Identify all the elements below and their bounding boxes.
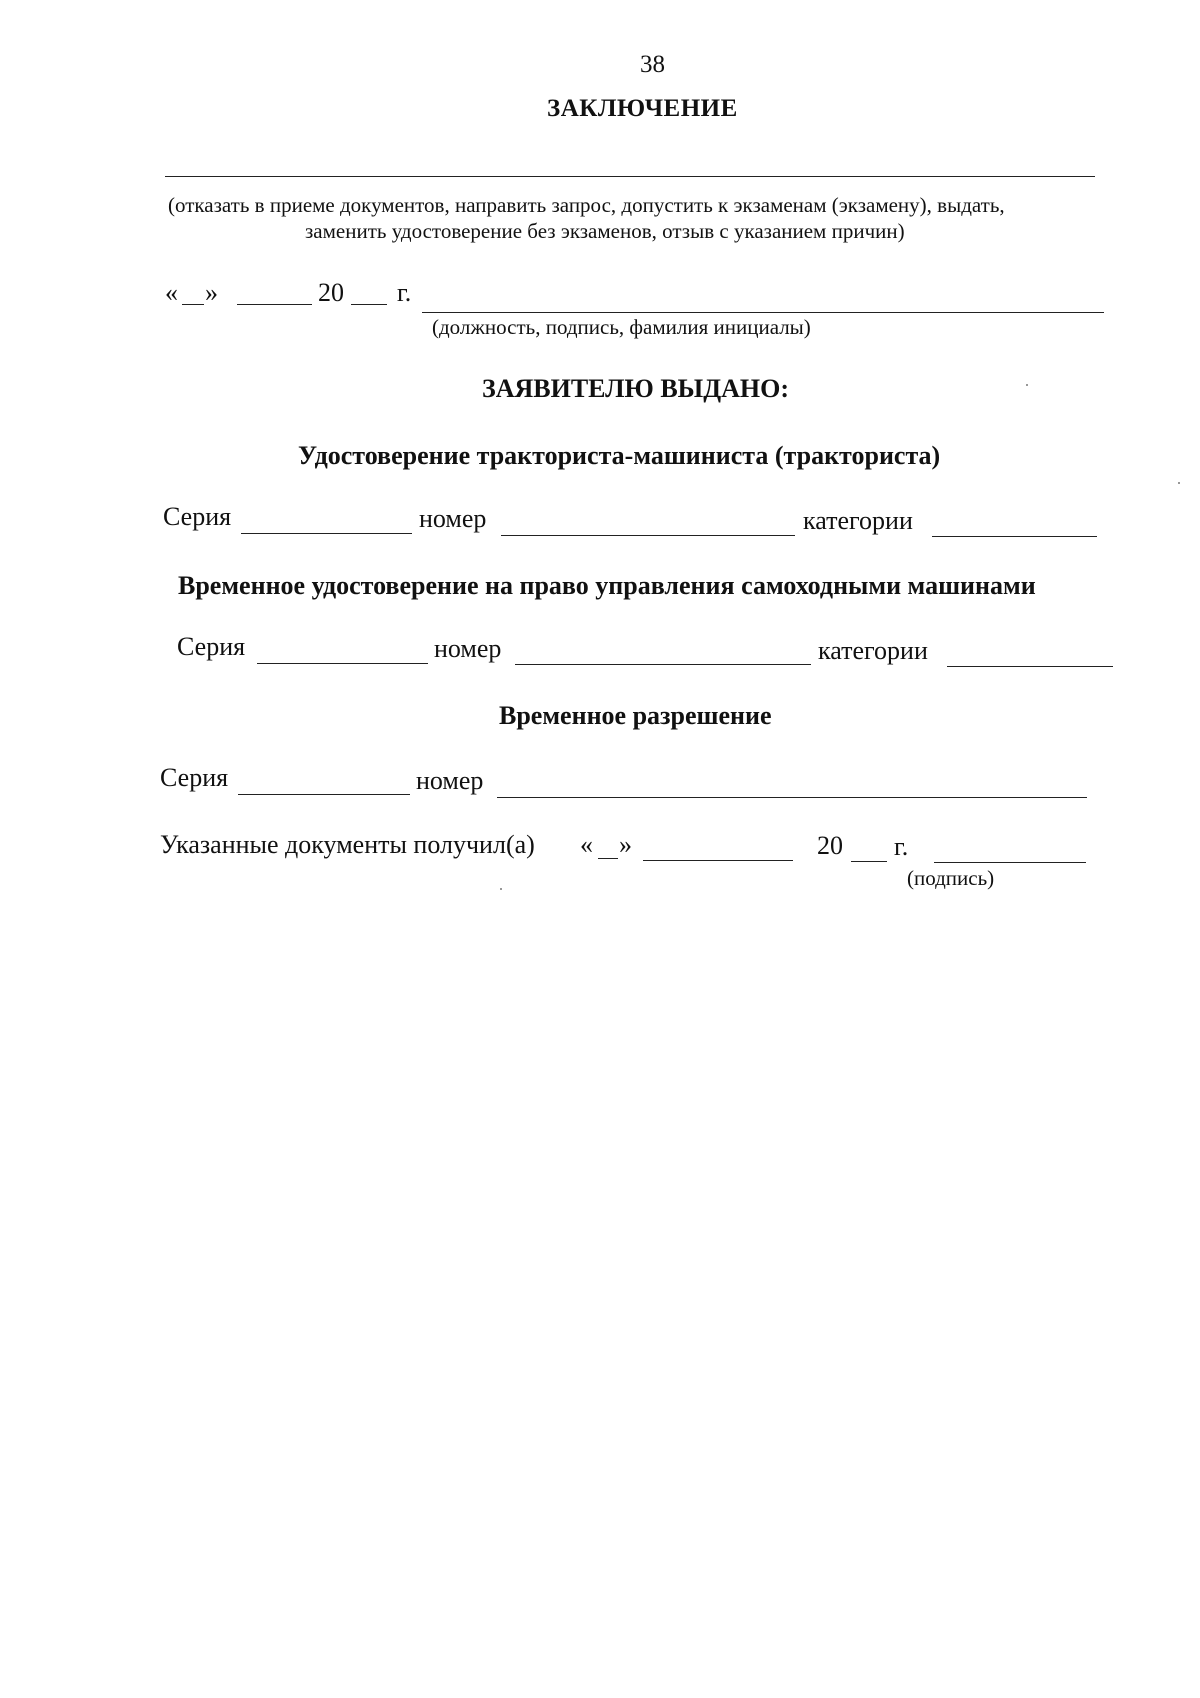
receipt-quote-close: »: [619, 830, 632, 859]
page-number: 38: [640, 51, 665, 78]
tractor-license-title: Удостоверение тракториста-машиниста (тракториста): [298, 441, 941, 470]
receipt-year-suffix: г.: [894, 832, 909, 861]
date-day-field[interactable]: [182, 304, 204, 305]
official-signature-field[interactable]: [422, 312, 1104, 313]
conclusion-title: ЗАКЛЮЧЕНИЕ: [547, 95, 738, 122]
temporary-permit-number-label: номер: [416, 766, 484, 795]
temporary-permit-number-field[interactable]: [497, 797, 1087, 798]
receipt-year-field[interactable]: [851, 861, 887, 862]
temporary-permit-series-field[interactable]: [238, 794, 410, 795]
tractor-license-number-field[interactable]: [501, 535, 795, 536]
conclusion-options-hint-line2: заменить удостоверение без экзаменов, отзыв с указанием причин): [305, 219, 905, 243]
date-quote-close: »: [205, 278, 218, 307]
date-year-prefix: 20: [318, 278, 344, 307]
conclusion-options-hint-line1: (отказать в приеме документов, направить запрос, допустить к экзаменам (экзамену), выдать,: [168, 193, 1005, 217]
receipt-signature-hint: (подпись): [907, 866, 995, 890]
tractor-license-series-label: Серия: [163, 502, 232, 531]
receipt-month-field[interactable]: [643, 860, 793, 861]
receipt-year-prefix: 20: [817, 831, 843, 860]
temporary-license-categories-label: категории: [818, 636, 928, 665]
scan-speck: [1178, 482, 1180, 484]
tractor-license-series-field[interactable]: [241, 533, 412, 534]
temporary-license-number-label: номер: [434, 634, 502, 663]
receipt-day-field[interactable]: [598, 858, 618, 859]
receipt-text: Указанные документы получил(а): [160, 830, 535, 859]
date-month-field[interactable]: [237, 304, 312, 305]
scan-speck: [1026, 384, 1028, 386]
tractor-license-categories-field[interactable]: [932, 536, 1097, 537]
conclusion-decision-field[interactable]: [165, 176, 1095, 177]
temporary-license-number-field[interactable]: [515, 664, 811, 665]
temporary-license-series-field[interactable]: [257, 663, 428, 664]
temporary-license-categories-field[interactable]: [947, 666, 1113, 667]
official-signature-hint: (должность, подпись, фамилия инициалы): [432, 315, 811, 339]
scan-speck: [500, 888, 502, 890]
date-year-field[interactable]: [351, 304, 387, 305]
receipt-signature-field[interactable]: [934, 862, 1086, 863]
issued-title: ЗАЯВИТЕЛЮ ВЫДАНО:: [482, 374, 789, 403]
tractor-license-number-label: номер: [419, 504, 487, 533]
temporary-permit-series-label: Серия: [160, 763, 229, 792]
date-quote-open: «: [165, 278, 178, 307]
temporary-license-series-label: Серия: [177, 632, 246, 661]
temporary-license-title: Временное удостоверение на право управления самоходными машинами: [178, 571, 1036, 600]
date-year-suffix: г.: [397, 278, 412, 307]
tractor-license-categories-label: категории: [803, 506, 913, 535]
temporary-permit-title: Временное разрешение: [499, 701, 772, 730]
receipt-quote-open: «: [580, 830, 593, 859]
